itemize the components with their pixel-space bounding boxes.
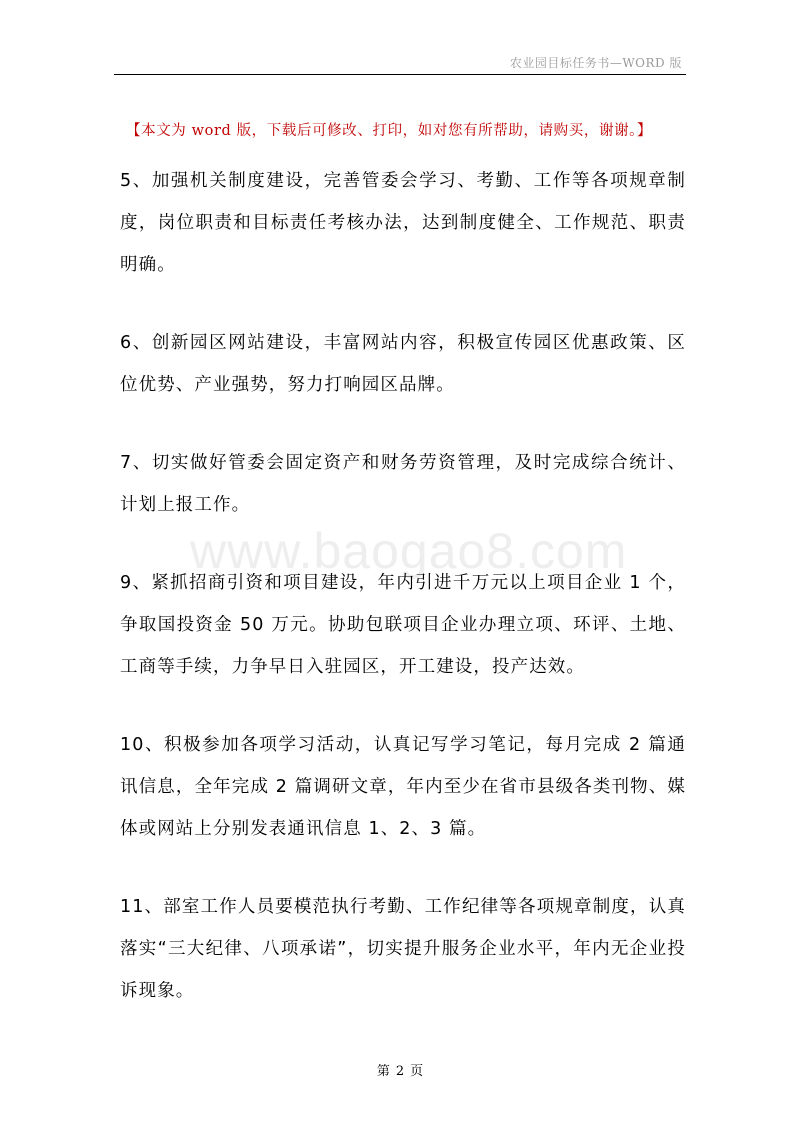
page-number-value: 2 — [395, 1064, 405, 1079]
header-divider — [114, 74, 686, 75]
paragraph-item-6: 6、创新园区网站建设，丰富网站内容，积极宣传园区优惠政策、区位优势、产业强势，努力打响园区品牌。 — [120, 333, 686, 395]
page-number-prefix: 第 — [376, 1064, 390, 1079]
paragraph-item-7: 7、切实做好管委会固定资产和财务劳资管理，及时完成综合统计、计划上报工作。 — [120, 453, 686, 515]
page-number-suffix: 页 — [410, 1064, 424, 1079]
paragraph-item-9: 9、紧抓招商引资和项目建设，年内引进千万元以上项目企业 1 个，争取国投资金 50 万元。协助包联项目企业办理立项、环评、土地、工商等手续，力争早日入驻园区，开工建设，投产达效。 — [120, 573, 686, 677]
document-body — [120, 160, 686, 1048]
watermark: www.baogao8.com — [190, 523, 628, 579]
paragraph-item-11: 11、部室工作人员要模范执行考勤、工作纪律等各项规章制度，认真落实“三大纪律、八项承诺”，切实提升服务企业水平，年内无企业投诉现象。 — [120, 897, 686, 1001]
paragraph-item-10: 10、积极参加各项学习活动，认真记写学习笔记，每月完成 2 篇通讯信息，全年完成 2 篇调研文章，年内至少在省市县级各类刊物、媒体或网站上分别发表通讯信息 1、2、3 篇。 — [120, 735, 686, 839]
page-number — [0, 1060, 800, 1079]
running-header: 农业园目标任务书—WORD 版 — [509, 56, 682, 70]
purchase-notice: 【本文为 word 版，下载后可修改、打印，如对您有所帮助，请购买，谢谢。】 — [126, 123, 653, 139]
paragraph-item-5: 5、加强机关制度建设，完善管委会学习、考勤、工作等各项规章制度，岗位职责和目标责任考核办法，达到制度健全、工作规范、职责明确。 — [120, 171, 686, 275]
